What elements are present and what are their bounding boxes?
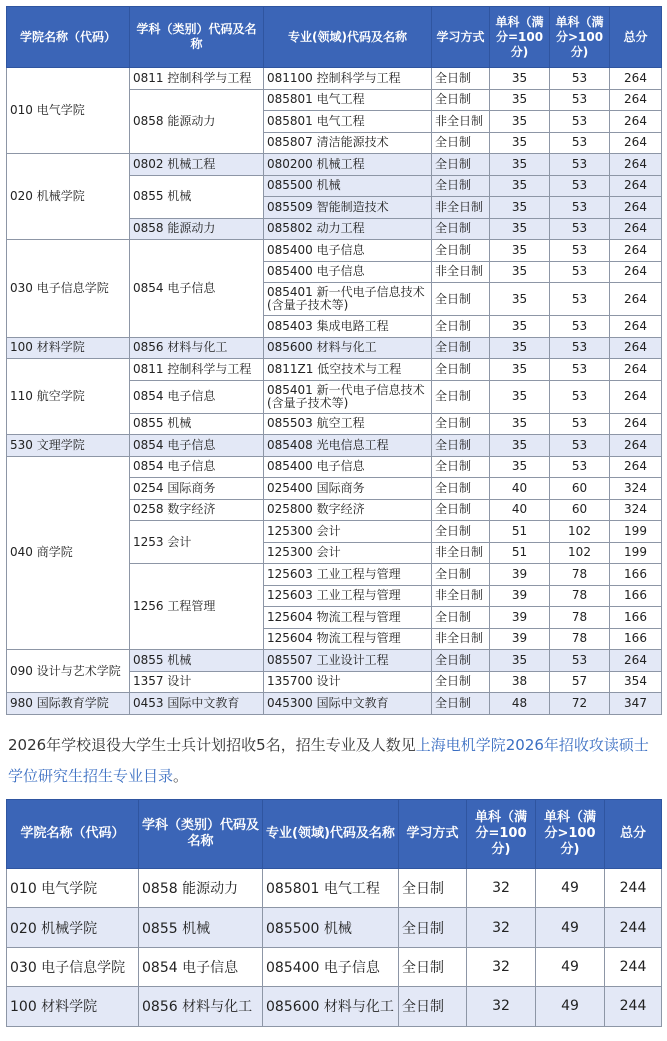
table-row [7, 869, 662, 908]
major-cell: 085801 电气工程 [264, 111, 432, 133]
college-cell: 020 机械学院 [7, 908, 139, 947]
mode-cell: 全日制 [432, 175, 490, 197]
major-cell: 085509 智能制造技术 [264, 197, 432, 219]
major-cell: 025400 国际商务 [264, 478, 432, 500]
college-cell: 020 机械学院 [7, 154, 130, 240]
col-mode: 学习方式 [432, 7, 490, 68]
mode-cell: 全日制 [432, 132, 490, 154]
total-cell: 244 [605, 987, 662, 1026]
score1-cell: 39 [490, 607, 550, 629]
college-cell: 980 国际教育学院 [7, 693, 130, 715]
table-row [7, 456, 662, 478]
total-cell: 264 [610, 380, 662, 413]
major-cell: 125603 工业工程与管理 [264, 564, 432, 586]
table-header-row [7, 7, 662, 68]
score1-cell: 35 [490, 316, 550, 338]
subject-cell: 0258 数字经济 [130, 499, 264, 521]
total-cell: 166 [610, 585, 662, 607]
score1-cell: 35 [490, 283, 550, 316]
major-cell: 125300 会计 [264, 521, 432, 543]
veteran-plan-note [8, 730, 663, 792]
score2-cell: 102 [550, 521, 610, 543]
score1-cell: 35 [490, 175, 550, 197]
college-cell: 040 商学院 [7, 456, 130, 650]
subject-cell: 0858 能源动力 [139, 869, 263, 908]
score1-cell: 35 [490, 240, 550, 262]
subject-cell: 0854 电子信息 [130, 240, 264, 338]
total-cell: 264 [610, 413, 662, 435]
col-mode: 学习方式 [399, 800, 467, 869]
score2-cell: 53 [550, 413, 610, 435]
score2-cell: 53 [550, 316, 610, 338]
college-cell: 030 电子信息学院 [7, 240, 130, 338]
table-row [7, 650, 662, 672]
score1-cell: 35 [490, 359, 550, 381]
major-cell: 085400 电子信息 [263, 947, 399, 986]
major-cell: 0811Z1 低空技术与工程 [264, 359, 432, 381]
major-cell: 085403 集成电路工程 [264, 316, 432, 338]
subject-cell: 0254 国际商务 [130, 478, 264, 500]
mode-cell: 非全日制 [432, 542, 490, 564]
major-cell: 085408 光电信息工程 [264, 435, 432, 457]
score1-cell: 35 [490, 218, 550, 240]
score2-cell: 57 [550, 671, 610, 693]
score1-cell: 51 [490, 521, 550, 543]
subject-cell: 0855 机械 [130, 175, 264, 218]
col-total: 总分 [605, 800, 662, 869]
major-cell: 125300 会计 [264, 542, 432, 564]
total-cell: 166 [610, 564, 662, 586]
major-cell: 085600 材料与化工 [263, 987, 399, 1026]
score1-cell: 35 [490, 132, 550, 154]
subject-cell: 0856 材料与化工 [139, 987, 263, 1026]
mode-cell: 全日制 [432, 607, 490, 629]
score1-cell: 39 [490, 564, 550, 586]
subject-cell: 0854 电子信息 [139, 947, 263, 986]
score2-cell: 78 [550, 585, 610, 607]
col-college: 学院名称（代码） [7, 7, 130, 68]
mode-cell: 全日制 [432, 521, 490, 543]
subject-cell: 1253 会计 [130, 521, 264, 564]
mode-cell: 全日制 [432, 380, 490, 413]
college-cell: 010 电气学院 [7, 869, 139, 908]
note-text-end: 。 [173, 767, 189, 785]
table-row [7, 359, 662, 381]
score1-cell: 35 [490, 456, 550, 478]
major-cell: 085400 电子信息 [264, 456, 432, 478]
col-major: 专业(领域)代码及名称 [263, 800, 399, 869]
score2-cell: 49 [536, 908, 605, 947]
college-cell: 010 电气学院 [7, 68, 130, 154]
mode-cell: 全日制 [432, 693, 490, 715]
mode-cell: 全日制 [432, 337, 490, 359]
score1-cell: 35 [490, 261, 550, 283]
col-major: 专业(领域)代码及名称 [264, 7, 432, 68]
score2-cell: 49 [536, 869, 605, 908]
score-table-veteran [6, 799, 662, 1027]
table-row [7, 240, 662, 262]
score1-cell: 35 [490, 380, 550, 413]
major-cell: 080200 机械工程 [264, 154, 432, 176]
note-text: 2026年学校退役大学生士兵计划招收5名，招生专业及人数见 [8, 736, 416, 754]
subject-cell: 0854 电子信息 [130, 435, 264, 457]
mode-cell: 全日制 [432, 499, 490, 521]
score2-cell: 53 [550, 261, 610, 283]
total-cell: 264 [610, 175, 662, 197]
total-cell: 264 [610, 650, 662, 672]
score2-cell: 78 [550, 564, 610, 586]
subject-cell: 0855 机械 [130, 650, 264, 672]
table-header-row [7, 800, 662, 869]
major-cell: 085801 电气工程 [264, 89, 432, 111]
total-cell: 199 [610, 542, 662, 564]
mode-cell: 全日制 [432, 316, 490, 338]
mode-cell: 全日制 [432, 435, 490, 457]
score1-cell: 35 [490, 89, 550, 111]
major-cell: 085401 新一代电子信息技术(含量子技术等) [264, 283, 432, 316]
total-cell: 264 [610, 240, 662, 262]
score2-cell: 53 [550, 456, 610, 478]
mode-cell: 全日制 [399, 947, 467, 986]
score1-cell: 35 [490, 435, 550, 457]
major-cell: 085500 机械 [264, 175, 432, 197]
major-cell: 085400 电子信息 [264, 261, 432, 283]
major-cell: 081100 控制科学与工程 [264, 68, 432, 90]
mode-cell: 非全日制 [432, 628, 490, 650]
subject-cell: 0855 机械 [139, 908, 263, 947]
major-cell: 085400 电子信息 [264, 240, 432, 262]
total-cell: 347 [610, 693, 662, 715]
score-table-main [6, 6, 662, 715]
college-cell: 090 设计与艺术学院 [7, 650, 130, 693]
major-cell: 025800 数字经济 [264, 499, 432, 521]
mode-cell: 非全日制 [432, 111, 490, 133]
score2-cell: 53 [550, 435, 610, 457]
mode-cell: 全日制 [432, 413, 490, 435]
score2-cell: 53 [550, 111, 610, 133]
total-cell: 264 [610, 261, 662, 283]
major-cell: 085500 机械 [263, 908, 399, 947]
total-cell: 264 [610, 316, 662, 338]
score2-cell: 53 [550, 650, 610, 672]
col-subject: 学科（类别）代码及名称 [139, 800, 263, 869]
score1-cell: 40 [490, 499, 550, 521]
score2-cell: 49 [536, 947, 605, 986]
score2-cell: 60 [550, 499, 610, 521]
score2-cell: 53 [550, 154, 610, 176]
col-subject: 学科（类别）代码及名称 [130, 7, 264, 68]
mode-cell: 非全日制 [432, 261, 490, 283]
major-cell: 125603 工业工程与管理 [264, 585, 432, 607]
total-cell: 264 [610, 283, 662, 316]
col-total: 总分 [610, 7, 662, 68]
subject-cell: 0453 国际中文教育 [130, 693, 264, 715]
mode-cell: 全日制 [432, 478, 490, 500]
mode-cell: 全日制 [432, 218, 490, 240]
total-cell: 264 [610, 456, 662, 478]
score1-cell: 32 [467, 987, 536, 1026]
score2-cell: 53 [550, 68, 610, 90]
college-cell: 530 文理学院 [7, 435, 130, 457]
major-cell: 085503 航空工程 [264, 413, 432, 435]
table-row [7, 154, 662, 176]
major-cell: 125604 物流工程与管理 [264, 628, 432, 650]
subject-cell: 0855 机械 [130, 413, 264, 435]
total-cell: 264 [610, 218, 662, 240]
table-row [7, 693, 662, 715]
major-cell: 085802 动力工程 [264, 218, 432, 240]
score1-cell: 35 [490, 68, 550, 90]
major-cell: 085807 清洁能源技术 [264, 132, 432, 154]
mode-cell: 全日制 [432, 154, 490, 176]
total-cell: 264 [610, 89, 662, 111]
col-single-100: 单科（满分=100 分) [490, 7, 550, 68]
subject-cell: 0854 电子信息 [130, 456, 264, 478]
mode-cell: 全日制 [432, 283, 490, 316]
score2-cell: 53 [550, 240, 610, 262]
score1-cell: 39 [490, 628, 550, 650]
subject-cell: 0856 材料与化工 [130, 337, 264, 359]
score2-cell: 53 [550, 89, 610, 111]
total-cell: 264 [610, 337, 662, 359]
total-cell: 324 [610, 478, 662, 500]
college-cell: 100 材料学院 [7, 337, 130, 359]
subject-cell: 0811 控制科学与工程 [130, 68, 264, 90]
total-cell: 244 [605, 947, 662, 986]
score1-cell: 35 [490, 650, 550, 672]
subject-cell: 0858 能源动力 [130, 89, 264, 154]
col-single-gt100: 单科（满分>100 分) [536, 800, 605, 869]
col-single-100: 单科（满分=100 分) [467, 800, 536, 869]
score1-cell: 35 [490, 197, 550, 219]
mode-cell: 全日制 [399, 908, 467, 947]
score2-cell: 53 [550, 218, 610, 240]
score1-cell: 39 [490, 585, 550, 607]
major-cell: 085401 新一代电子信息技术(含量子技术等) [264, 380, 432, 413]
subject-cell: 1357 设计 [130, 671, 264, 693]
total-cell: 264 [610, 68, 662, 90]
score2-cell: 78 [550, 607, 610, 629]
mode-cell: 非全日制 [432, 197, 490, 219]
total-cell: 264 [610, 111, 662, 133]
catalog-link[interactable]: 上海电机学院2026年招收攻读硕士学位研究生招生专业目录 [8, 736, 649, 785]
score1-cell: 32 [467, 869, 536, 908]
total-cell: 264 [610, 359, 662, 381]
score2-cell: 72 [550, 693, 610, 715]
mode-cell: 全日制 [432, 89, 490, 111]
score2-cell: 78 [550, 628, 610, 650]
mode-cell: 全日制 [432, 564, 490, 586]
mode-cell: 全日制 [399, 987, 467, 1026]
major-cell: 085507 工业设计工程 [264, 650, 432, 672]
table-row [7, 987, 662, 1026]
table-row [7, 68, 662, 90]
total-cell: 354 [610, 671, 662, 693]
mode-cell: 全日制 [399, 869, 467, 908]
score2-cell: 53 [550, 380, 610, 413]
score1-cell: 35 [490, 413, 550, 435]
score1-cell: 35 [490, 111, 550, 133]
score1-cell: 32 [467, 908, 536, 947]
mode-cell: 全日制 [432, 671, 490, 693]
major-cell: 085801 电气工程 [263, 869, 399, 908]
mode-cell: 非全日制 [432, 585, 490, 607]
total-cell: 166 [610, 628, 662, 650]
major-cell: 045300 国际中文教育 [264, 693, 432, 715]
score2-cell: 53 [550, 197, 610, 219]
table-row [7, 908, 662, 947]
mode-cell: 全日制 [432, 68, 490, 90]
table-row [7, 947, 662, 986]
total-cell: 264 [610, 154, 662, 176]
total-cell: 264 [610, 132, 662, 154]
subject-cell: 1256 工程管理 [130, 564, 264, 650]
college-cell: 030 电子信息学院 [7, 947, 139, 986]
score1-cell: 35 [490, 154, 550, 176]
total-cell: 244 [605, 908, 662, 947]
subject-cell: 0802 机械工程 [130, 154, 264, 176]
total-cell: 199 [610, 521, 662, 543]
score2-cell: 53 [550, 175, 610, 197]
total-cell: 166 [610, 607, 662, 629]
score1-cell: 51 [490, 542, 550, 564]
mode-cell: 全日制 [432, 456, 490, 478]
score1-cell: 35 [490, 337, 550, 359]
major-cell: 125604 物流工程与管理 [264, 607, 432, 629]
major-cell: 135700 设计 [264, 671, 432, 693]
col-single-gt100: 单科（满分>100 分) [550, 7, 610, 68]
mode-cell: 全日制 [432, 240, 490, 262]
score2-cell: 53 [550, 132, 610, 154]
table-row [7, 337, 662, 359]
table-row [7, 435, 662, 457]
mode-cell: 全日制 [432, 650, 490, 672]
subject-cell: 0854 电子信息 [130, 380, 264, 413]
college-cell: 100 材料学院 [7, 987, 139, 1026]
score2-cell: 49 [536, 987, 605, 1026]
total-cell: 264 [610, 435, 662, 457]
col-college: 学院名称（代码） [7, 800, 139, 869]
total-cell: 264 [610, 197, 662, 219]
score1-cell: 38 [490, 671, 550, 693]
mode-cell: 全日制 [432, 359, 490, 381]
total-cell: 244 [605, 869, 662, 908]
score1-cell: 40 [490, 478, 550, 500]
score1-cell: 48 [490, 693, 550, 715]
subject-cell: 0811 控制科学与工程 [130, 359, 264, 381]
major-cell: 085600 材料与化工 [264, 337, 432, 359]
score2-cell: 53 [550, 283, 610, 316]
score2-cell: 53 [550, 337, 610, 359]
college-cell: 110 航空学院 [7, 359, 130, 435]
score2-cell: 102 [550, 542, 610, 564]
subject-cell: 0858 能源动力 [130, 218, 264, 240]
score2-cell: 53 [550, 359, 610, 381]
total-cell: 324 [610, 499, 662, 521]
score2-cell: 60 [550, 478, 610, 500]
score1-cell: 32 [467, 947, 536, 986]
